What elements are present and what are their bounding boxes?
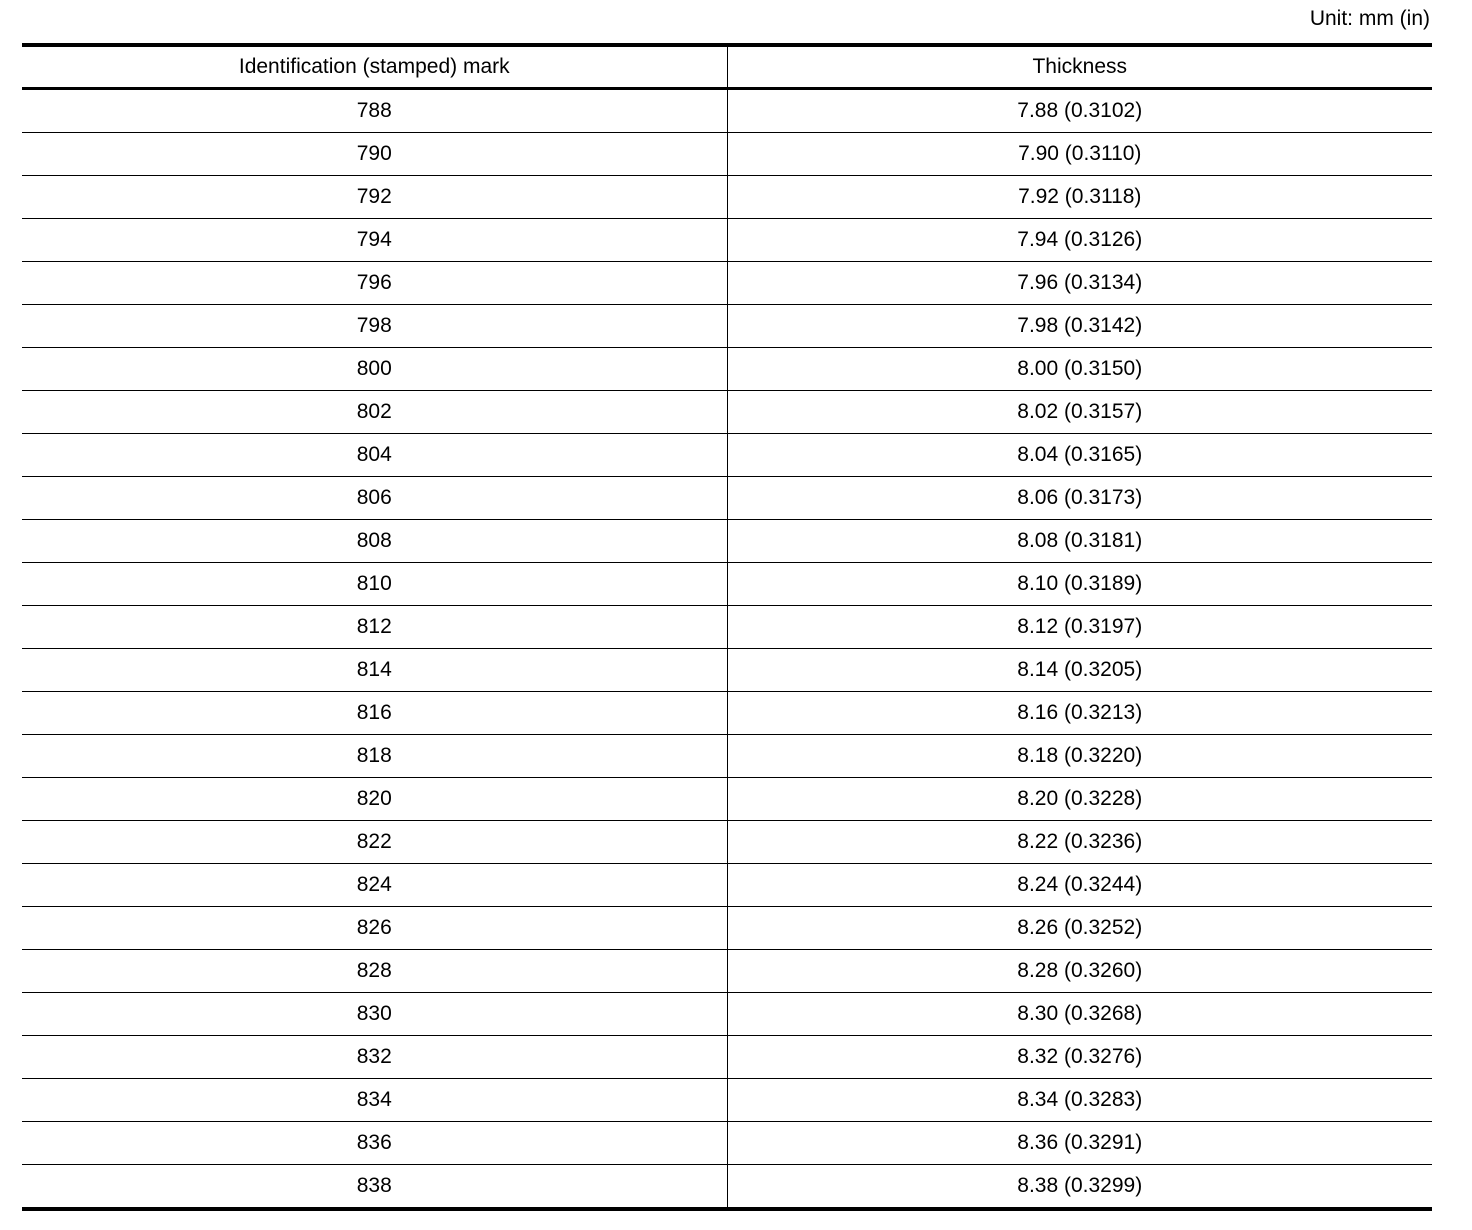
table-row [22, 907, 1432, 950]
table-row [22, 649, 1432, 692]
cell-identification-mark: 788 [22, 89, 727, 133]
cell-identification-mark: 834 [22, 1079, 727, 1122]
cell-thickness: 8.22 (0.3236) [727, 821, 1432, 864]
cell-thickness: 8.18 (0.3220) [727, 735, 1432, 778]
table-row [22, 391, 1432, 434]
cell-identification-mark: 838 [22, 1165, 727, 1210]
table-row [22, 477, 1432, 520]
table-header-row [22, 45, 1432, 89]
cell-thickness: 7.88 (0.3102) [727, 89, 1432, 133]
unit-label: Unit: mm (in) [1309, 7, 1430, 30]
table-row [22, 950, 1432, 993]
table-row [22, 1165, 1432, 1210]
cell-thickness: 8.32 (0.3276) [727, 1036, 1432, 1079]
table-row [22, 563, 1432, 606]
cell-thickness: 8.24 (0.3244) [727, 864, 1432, 907]
table-row [22, 864, 1432, 907]
cell-thickness: 7.92 (0.3118) [727, 176, 1432, 219]
table-row [22, 434, 1432, 477]
cell-thickness: 8.38 (0.3299) [1017, 1174, 1143, 1197]
cell-thickness: 8.02 (0.3157) [727, 391, 1432, 434]
cell-identification-mark: 820 [22, 778, 727, 821]
cell-thickness: 8.16 (0.3213) [727, 692, 1432, 735]
cell-identification-mark: 792 [22, 176, 727, 219]
table-row [22, 778, 1432, 821]
cell-thickness: 8.08 (0.3181) [727, 520, 1432, 563]
table-row [22, 89, 1432, 133]
cell-identification-mark: 812 [22, 606, 727, 649]
cell-identification-mark: 798 [22, 305, 727, 348]
cell-thickness: 8.26 (0.3252) [727, 907, 1432, 950]
table-row [22, 606, 1432, 649]
thickness-table [22, 43, 1432, 1211]
cell-thickness: 7.90 (0.3110) [727, 133, 1432, 176]
cell-thickness: 8.12 (0.3197) [727, 606, 1432, 649]
table-row [22, 219, 1432, 262]
cell-thickness: 8.34 (0.3283) [727, 1079, 1432, 1122]
cell-identification-mark: 804 [22, 434, 727, 477]
cell-identification-mark: 818 [22, 735, 727, 778]
cell-thickness: 8.06 (0.3173) [727, 477, 1432, 520]
cell-identification-mark: 830 [22, 993, 727, 1036]
table-row [22, 821, 1432, 864]
cell-thickness: 7.94 (0.3126) [727, 219, 1432, 262]
cell-identification-mark: 810 [22, 563, 727, 606]
cell-thickness: 8.04 (0.3165) [727, 434, 1432, 477]
cell-identification-mark: 808 [22, 520, 727, 563]
column-header-identification-mark: Identification (stamped) mark [22, 45, 727, 89]
cell-identification-mark: 816 [22, 692, 727, 735]
table-row [22, 735, 1432, 778]
cell-thickness: 8.28 (0.3260) [727, 950, 1432, 993]
cell-identification-mark: 824 [22, 864, 727, 907]
cell-identification-mark: 832 [22, 1036, 727, 1079]
cell-identification-mark: 790 [22, 133, 727, 176]
table-row [22, 520, 1432, 563]
table-row [22, 305, 1432, 348]
cell-thickness: 7.96 (0.3134) [727, 262, 1432, 305]
table-row [22, 262, 1432, 305]
cell-thickness: 8.30 (0.3268) [727, 993, 1432, 1036]
cell-identification-mark: 822 [22, 821, 727, 864]
table-row [22, 1079, 1432, 1122]
cell-thickness: 7.98 (0.3142) [727, 305, 1432, 348]
cell-identification-mark: 794 [22, 219, 727, 262]
table-row [22, 348, 1432, 391]
cell-identification-mark: 836 [22, 1122, 727, 1165]
cell-identification-mark: 800 [22, 348, 727, 391]
table-row [22, 176, 1432, 219]
cell-identification-mark: 806 [22, 477, 727, 520]
column-header-thickness: Thickness [727, 45, 1432, 89]
table-row [22, 1122, 1432, 1165]
table-row [22, 133, 1432, 176]
cell-identification-mark: 802 [22, 391, 727, 434]
cell-thickness: 8.36 (0.3291) [727, 1122, 1432, 1165]
cell-identification-mark: 796 [22, 262, 727, 305]
cell-thickness: 8.14 (0.3205) [727, 649, 1432, 692]
cell-identification-mark: 828 [22, 950, 727, 993]
cell-thickness: 8.20 (0.3228) [727, 778, 1432, 821]
cell-thickness: 8.10 (0.3189) [727, 563, 1432, 606]
cell-identification-mark: 814 [22, 649, 727, 692]
table-row [22, 692, 1432, 735]
cell-thickness: 8.00 (0.3150) [727, 348, 1432, 391]
table-body [22, 89, 1432, 1210]
table-row [22, 1036, 1432, 1079]
table-row [22, 993, 1432, 1036]
cell-identification-mark: 826 [22, 907, 727, 950]
